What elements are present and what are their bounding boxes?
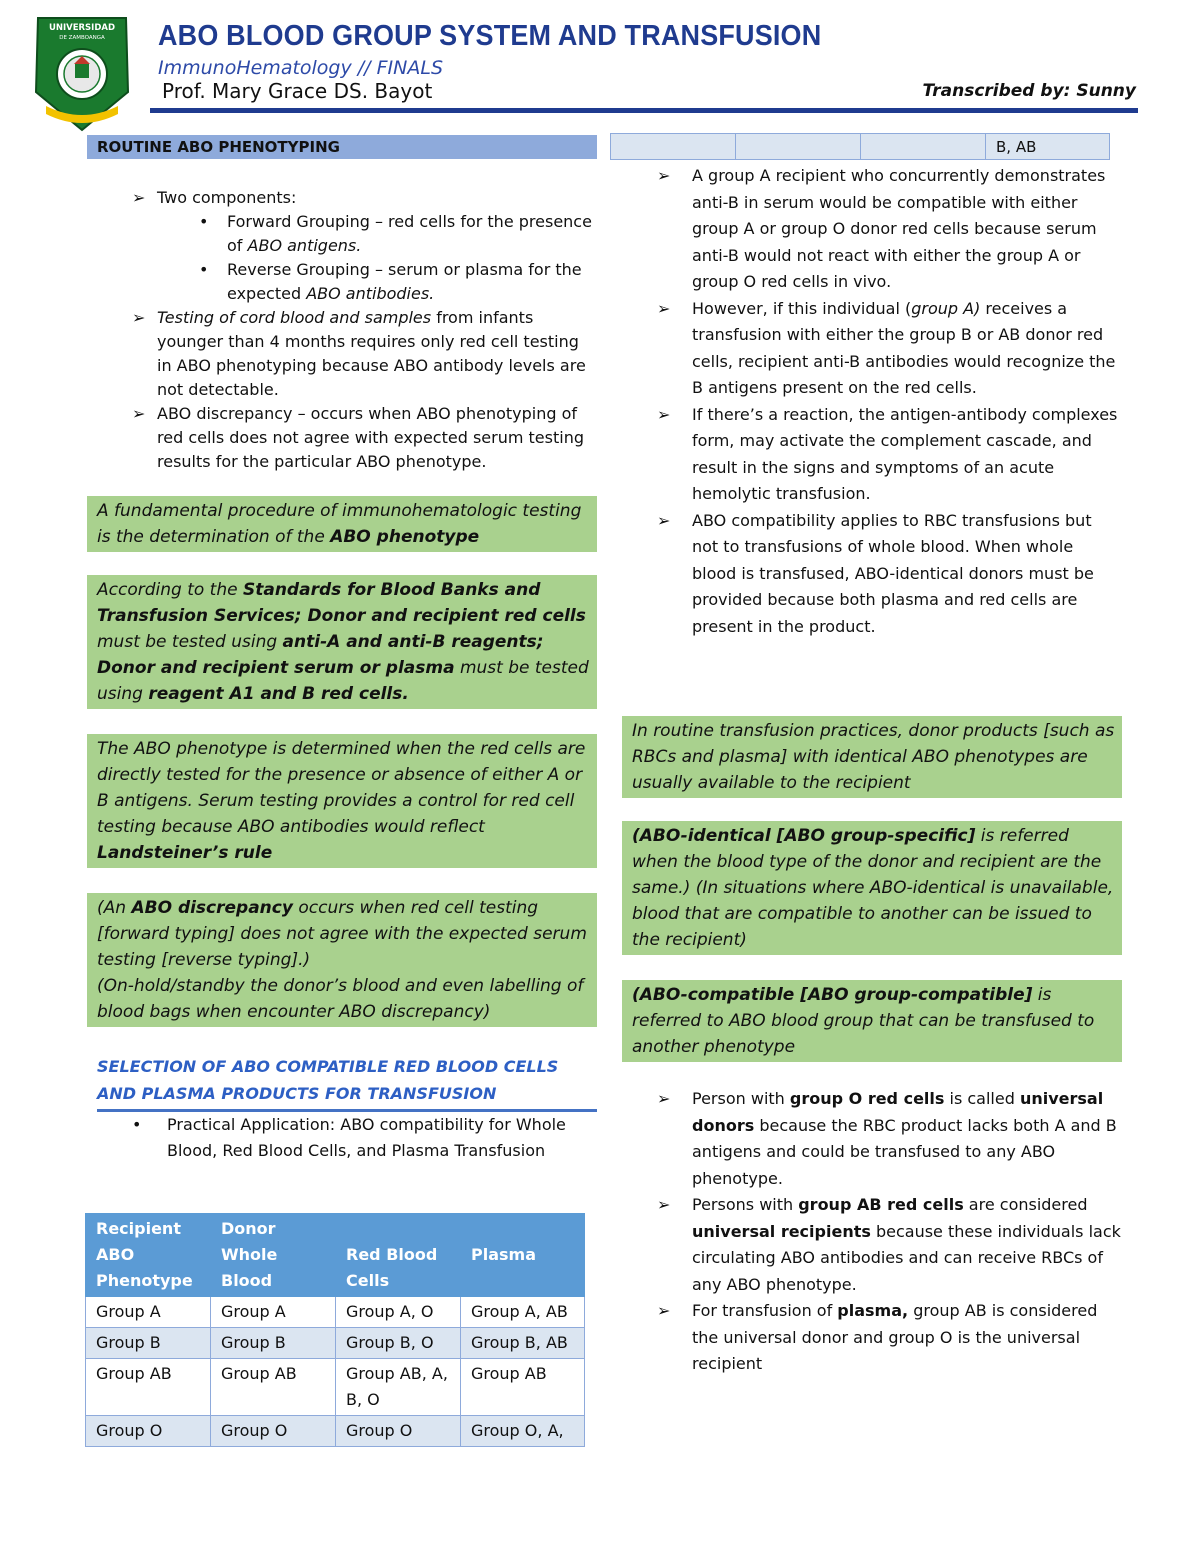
arrow-bullet-icon: ➢ [657,404,671,424]
professor-name: Prof. Mary Grace DS. Bayot [162,79,433,103]
highlight-box-fundamental: A fundamental procedure of immunohematologic testing is the determination of the ABO phenotype [87,496,597,552]
table-cell: Group A [86,1297,211,1328]
table-cell: Group B, AB [461,1328,585,1359]
list-item: ➢ However, if this individual (group A) receives a transfusion with either the group B or AB donor red cells, recipient anti-B antibodies would recognize the B antigens present on the red cells. [622,296,1122,402]
table-cell: Group B, O [336,1328,461,1359]
table-cell: Group AB [86,1359,211,1416]
table-cell: Group O [211,1416,336,1447]
section-heading-selection: SELECTION OF ABO COMPATIBLE RED BLOOD CELLS AND PLASMA PRODUCTS FOR TRANSFUSION [97,1053,597,1112]
table-row [86,1359,585,1416]
table-cell: B, AB [986,134,1110,160]
table-cell [861,134,986,160]
table-cell: Group A [211,1297,336,1328]
abo-compatibility-table [85,1213,585,1447]
practical-application [97,1112,597,1164]
column-header: Donor Whole Blood [211,1214,336,1297]
right-bullet-list [622,163,1122,640]
arrow-bullet-icon: ➢ [657,510,671,530]
highlight-box-discrepancy: (An ABO discrepancy occurs when red cell testing [forward typing] does not agree with the expected serum testing [reverse typing].) (On-hold/standby the donor’s blood and even labelling of blood bags when encounter ABO discrepancy) [87,893,597,1027]
table-row [611,134,1110,160]
table-cell: Group B [211,1328,336,1359]
arrow-bullet-icon: ➢ [657,166,671,185]
arrow-bullet-icon: ➢ [132,404,146,423]
list-item: • Forward Grouping – red cells for the presence of ABO antigens. [199,212,592,255]
arrow-bullet-icon: ➢ [132,308,146,327]
list-item: ➢ ABO compatibility applies to RBC transfusions but not to transfusions of whole blood. When whole blood is transfused, ABO-identical donors must be provided because both plasma and red cells are present in the product. [622,508,1122,641]
routine-abo-list [87,186,597,474]
header-divider [150,108,1138,113]
table-cell: Group A, AB [461,1297,585,1328]
highlight-box-phenotype: The ABO phenotype is determined when the red cells are directly tested for the presence or absence of either A or B antigens. Serum testing provides a control for red cell testing because ABO antibodies would reflect Landsteiner’s rule [87,734,597,868]
table-cell: Group AB [461,1359,585,1416]
list-item: ➢ For transfusion of plasma, group AB is considered the universal donor and group O is the universal recipient [622,1298,1122,1378]
arrow-bullet-icon: ➢ [657,1195,671,1214]
table-cell: Group A, O [336,1297,461,1328]
list-item: ➢ Person with group O red cells is called universal donors because the RBC product lacks both A and B antigens and could be transfused to any ABO phenotype. [622,1086,1122,1192]
table-cell: Group O, A, [461,1416,585,1447]
list-item: ➢ ABO discrepancy – occurs when ABO phenotyping of red cells does not agree with expected serum testing results for the particular ABO phenotype. [132,404,584,471]
list-item: ➢ Two components: • Forward Grouping – red cells for the presence of ABO antigens. • Reverse Grouping – serum or plasma for the expected ABO antibodies. [87,186,597,306]
section-heading-routine-abo: ROUTINE ABO PHENOTYPING [87,135,597,159]
list-item: • Practical Application: ABO compatibility for Whole Blood, Red Blood Cells, and Plasma Transfusion [97,1112,597,1164]
highlight-box-abo-compatible: (ABO-compatible [ABO group-compatible] is referred to ABO blood group that can be transfused to another phenotype [622,980,1122,1062]
bullet-icon: • [199,212,209,231]
list-item: ➢ If there’s a reaction, the antigen-antibody complexes form, may activate the complement cascade, and result in the signs and symptoms of an acute hemolytic transfusion. [622,402,1122,508]
arrow-bullet-icon: ➢ [657,298,671,318]
table-cell: Group O [336,1416,461,1447]
arrow-bullet-icon: ➢ [657,1301,671,1320]
table-header-row [86,1214,585,1297]
svg-text:UNIVERSIDAD: UNIVERSIDAD [48,23,116,33]
table-row [86,1297,585,1328]
list-item: ➢ Persons with group AB red cells are considered universal recipients because these individuals lack circulating ABO antibodies and can receive RBCs of any ABO phenotype. [622,1192,1122,1298]
table-cell [611,134,736,160]
list-item: ➢ A group A recipient who concurrently demonstrates anti-B in serum would be compatible with either group A or group O donor red cells because serum anti-B would not react with either the group A or group O red cells in vivo. [622,163,1122,296]
arrow-bullet-icon: ➢ [132,188,146,207]
table-cell [736,134,861,160]
bullet-icon: • [199,260,209,279]
course-subtitle: ImmunoHematology // FINALS [158,57,444,79]
university-logo [32,14,132,132]
highlight-box-standards: According to the Standards for Blood Banks and Transfusion Services; Donor and recipient red cells must be tested using anti-A and anti-B reagents; Donor and recipient serum or plasma must be tested using reagent A1 and B red cells. [87,575,597,709]
table-row [86,1416,585,1447]
column-header: Recipient ABO Phenotype [86,1214,211,1297]
highlight-box-abo-identical: (ABO-identical [ABO group-specific] is referred when the blood type of the donor and recipient are the same.) (In situations where ABO-identical is unavailable, blood that are compatible to another can be issued to the recipient) [622,821,1122,955]
list-item: ➢ Testing of cord blood and samples from infants younger than 4 months requires only red cell testing in ABO phenotyping because ABO antibody levels are not detectable. [132,308,586,399]
column-header: Plasma [461,1214,585,1297]
document-title: ABO BLOOD GROUP SYSTEM AND TRANSFUSION [158,20,822,52]
universal-donor-list [622,1086,1122,1378]
svg-text:DE ZAMBOANGA: DE ZAMBOANGA [59,35,105,41]
column-header: Red Blood Cells [336,1214,461,1297]
table-row [86,1328,585,1359]
table-cell: Group O [86,1416,211,1447]
bullet-icon: • [132,1115,142,1134]
table-cell: Group AB, A, B, O [336,1359,461,1416]
list-item: • Reverse Grouping – serum or plasma for the expected ABO antibodies. [199,260,582,303]
transcriber-credit: Transcribed by: Sunny [922,81,1136,101]
arrow-bullet-icon: ➢ [657,1089,671,1108]
table-cell: Group B [86,1328,211,1359]
table-cell: Group AB [211,1359,336,1416]
highlight-box-routine-practices: In routine transfusion practices, donor products [such as RBCs and plasma] with identical ABO phenotypes are usually available to the recipient [622,716,1122,798]
table-continuation [610,133,1110,160]
